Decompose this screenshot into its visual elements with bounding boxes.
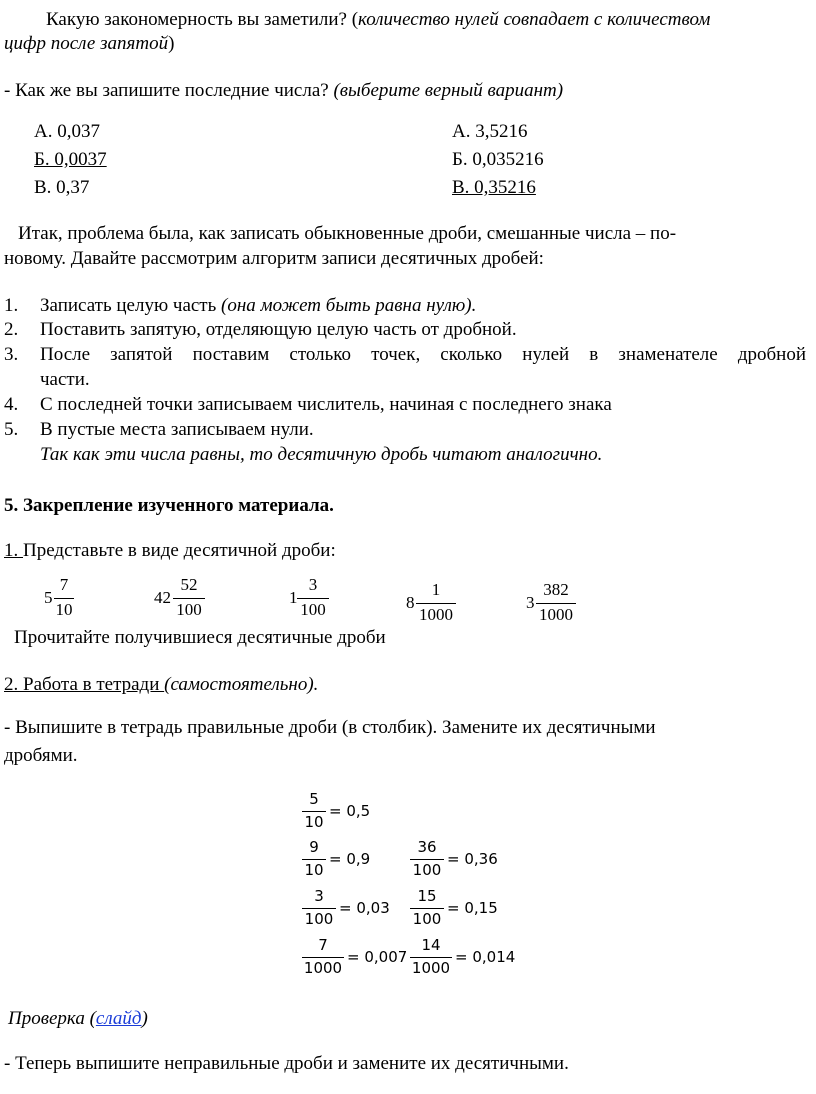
algorithm-step-1-num: 1. bbox=[4, 295, 19, 316]
fraction-bar bbox=[173, 598, 205, 599]
fraction-bar bbox=[536, 603, 576, 604]
fraction-bar bbox=[410, 859, 444, 860]
check-line: Проверка (слайд) bbox=[8, 1008, 148, 1029]
algorithm-step-3: После запятой поставим столько точек, сколько нулей в знаменателе дробной bbox=[40, 344, 806, 365]
algorithm-step-2: Поставить запятую, отделяющую целую часть от дробной. bbox=[40, 319, 517, 340]
option-right-a: А. 3,5216 bbox=[452, 121, 528, 142]
question-regularity: Какую закономерность вы заметили? (количество нулей совпадает с количеством bbox=[46, 9, 711, 30]
task-1: 1. Представьте в виде десятичной дроби: bbox=[4, 540, 336, 561]
algorithm-step-2-num: 2. bbox=[4, 319, 19, 340]
task-2: 2. Работа в тетради (самостоятельно). bbox=[4, 674, 319, 695]
task-2-line-1: - Выпишите в тетрадь правильные дроби (в столбик). Замените их десятичными bbox=[4, 717, 656, 738]
slide-link[interactable]: слайд bbox=[95, 1008, 142, 1029]
option-right-c: В. 0,35216 bbox=[452, 177, 536, 198]
algorithm-step-4: С последней точки записываем числитель, начиная с последнего знака bbox=[40, 394, 612, 415]
option-left-a: А. 0,037 bbox=[34, 121, 100, 142]
fraction-bar bbox=[302, 859, 326, 860]
algorithm-step-1: Записать целую часть (она может быть равна нулю). bbox=[40, 295, 477, 316]
algorithm-step-3-num: 3. bbox=[4, 344, 19, 365]
fraction-bar bbox=[302, 811, 326, 812]
task-2-line-2: дробями. bbox=[4, 745, 78, 766]
algorithm-step-5-num: 5. bbox=[4, 419, 19, 440]
option-right-b: Б. 0,035216 bbox=[452, 149, 544, 170]
fraction-bar bbox=[410, 908, 444, 909]
question-write-numbers: - Как же вы запишите последние числа? (выберите верный вариант) bbox=[4, 80, 564, 101]
fraction-bar bbox=[302, 908, 336, 909]
fraction-bar bbox=[297, 598, 329, 599]
option-left-c: В. 0,37 bbox=[34, 177, 90, 198]
option-left-b: Б. 0,0037 bbox=[34, 149, 107, 170]
algorithm-note: Так как эти числа равны, то десятичную дробь читают аналогично. bbox=[40, 444, 603, 465]
fraction-bar bbox=[302, 957, 344, 958]
question-regularity-cont: цифр после запятой) bbox=[4, 33, 175, 54]
fraction-bar bbox=[54, 598, 74, 599]
read-decimals-text: Прочитайте получившиеся десятичные дроби bbox=[14, 627, 386, 648]
problem-line-2: новому. Давайте рассмотрим алгоритм записи десятичных дробей: bbox=[4, 248, 544, 269]
problem-line-1: Итак, проблема была, как записать обыкновенные дроби, смешанные числа – по- bbox=[18, 223, 677, 244]
final-instruction: - Теперь выпишите неправильные дроби и замените их десятичными. bbox=[4, 1053, 569, 1074]
algorithm-step-4-num: 4. bbox=[4, 394, 19, 415]
algorithm-step-3-cont: части. bbox=[40, 369, 90, 390]
section-5-title: 5. Закрепление изученного материала. bbox=[4, 495, 334, 516]
answer-text: количество нулей совпадает с количеством bbox=[358, 9, 711, 30]
algorithm-step-5: В пустые места записываем нули. bbox=[40, 419, 314, 440]
fraction-bar bbox=[416, 603, 456, 604]
fraction-bar bbox=[410, 957, 452, 958]
